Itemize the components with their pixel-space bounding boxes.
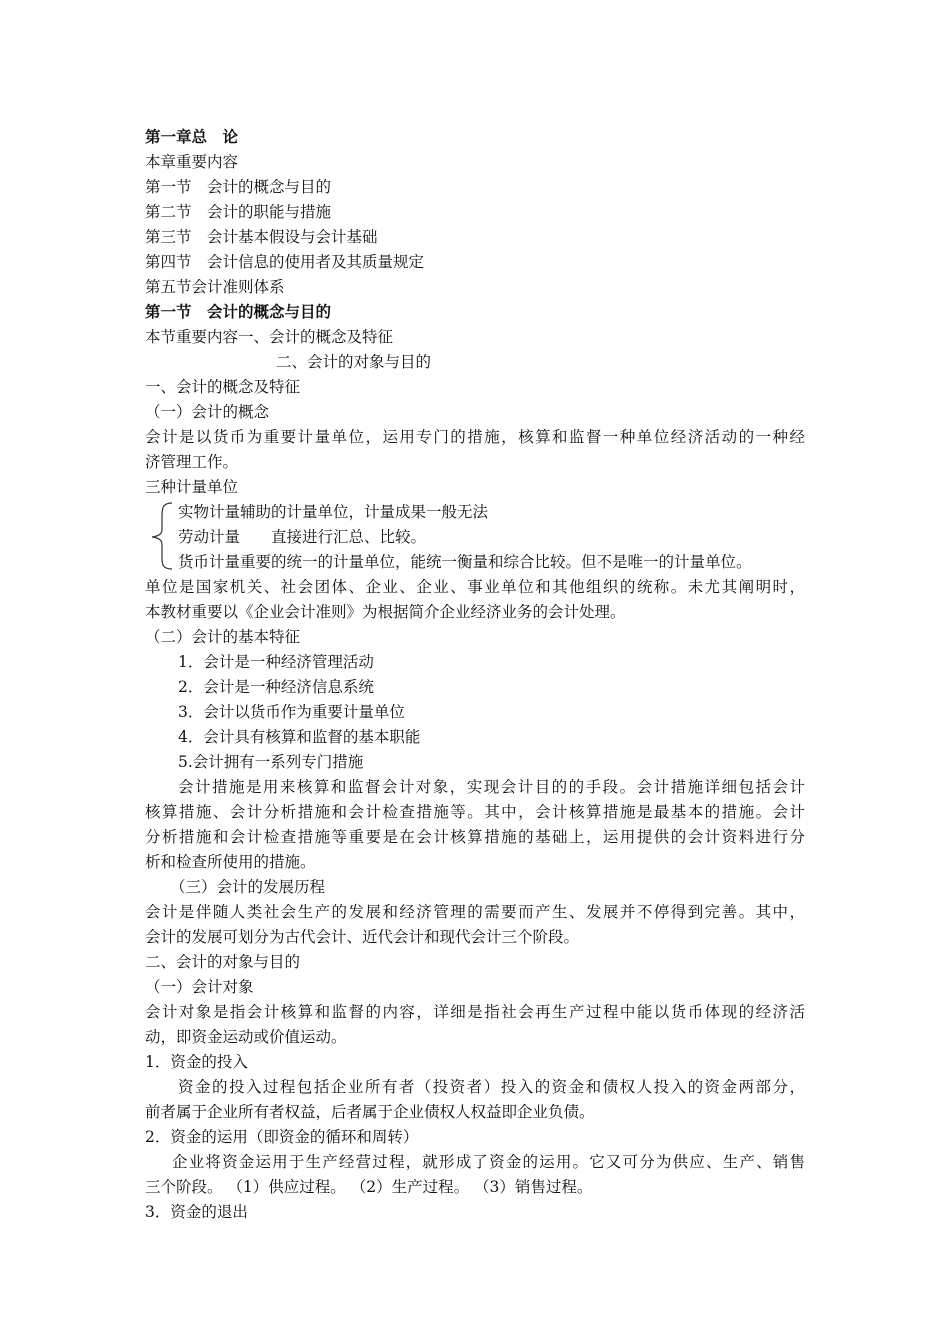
item-heading: 2．资金的运用（即资金的循环和周转） — [145, 1128, 419, 1146]
part-heading: 二、会计的对象与目的 — [145, 953, 301, 971]
brace-icon — [148, 501, 176, 571]
unit-item: 实物计量辅助的计量单位，计量成果一般无法 — [178, 503, 489, 521]
part-heading: 一、会计的概念及特征 — [145, 378, 301, 396]
paragraph-line: 会计措施是用来核算和监督会计对象，实现会计目的的手段。会计措施详细包括会计 — [178, 778, 805, 796]
section-title: 第一节 会计的概念与目的 — [145, 302, 332, 321]
paragraph-line: 济管理工作。 — [145, 453, 239, 471]
feature-item: 5.会计拥有一系列专门措施 — [178, 753, 364, 771]
item-heading: 1．资金的投入 — [145, 1053, 248, 1071]
feature-item: 4．会计具有核算和监督的基本职能 — [178, 728, 421, 746]
paragraph-line: 单位是国家机关、社会团体、企业、企业、事业单位和其他组织的统称。未尤其阐明时， — [145, 578, 805, 596]
paragraph-line: 会计的发展可划分为古代会计、近代会计和现代会计三个阶段。 — [145, 928, 580, 946]
paragraph-line: 会计是以货币为重要计量单位，运用专门的措施，核算和监督一种单位经济活动的一种经 — [145, 428, 805, 446]
paragraph-line: 析和检查所使用的措施。 — [145, 853, 316, 871]
section-summary: 二、会计的对象与目的 — [276, 353, 432, 371]
toc-item: 第四节 会计信息的使用者及其质量规定 — [145, 253, 425, 271]
toc-item: 第五节会计准则体系 — [145, 278, 285, 296]
paragraph-line: 企业将资金运用于生产经营过程，就形成了资金的运用。它又可分为供应、生产、销售 — [172, 1153, 805, 1171]
sub-heading: （二）会计的基本特征 — [145, 628, 301, 646]
toc-item: 第一节 会计的概念与目的 — [145, 178, 332, 196]
feature-item: 3．会计以货币作为重要计量单位 — [178, 703, 405, 721]
section-summary: 本节重要内容一、会计的概念及特征 — [145, 328, 394, 346]
paragraph-line: 分析措施和会计检查措施等重要是在会计核算措施的基础上，运用提供的会计资料进行分 — [145, 828, 805, 846]
units-heading: 三种计量单位 — [145, 478, 239, 496]
toc-item: 第三节 会计基本假设与会计基础 — [145, 228, 378, 246]
paragraph-line: 会计是伴随人类社会生产的发展和经济管理的需要而产生、发展并不停得到完善。其中， — [145, 903, 805, 921]
sub-heading: （一）会计的概念 — [145, 403, 270, 421]
sub-heading: （一）会计对象 — [145, 978, 254, 996]
paragraph-line: 会计对象是指会计核算和监督的内容，详细是指社会再生产过程中能以货币体现的经济活 — [145, 1003, 805, 1021]
unit-item: 劳动计量 直接进行汇总、比较。 — [178, 528, 427, 546]
sub-heading: （三）会计的发展历程 — [170, 878, 326, 896]
unit-item: 货币计量重要的统一的计量单位，能统一衡量和综合比较。但不是唯一的计量单位。 — [178, 553, 752, 571]
paragraph-line: 动，即资金运动或价值运动。 — [145, 1028, 347, 1046]
paragraph-line: 资金的投入过程包括企业所有者（投资者）投入的资金和债权人投入的资金两部分， — [178, 1078, 805, 1096]
chapter-title: 第一章总 论 — [145, 127, 239, 146]
feature-item: 1．会计是一种经济管理活动 — [178, 653, 374, 671]
paragraph-line: 三个阶段。 （1）供应过程。 （2）生产过程。 （3）销售过程。 — [145, 1178, 593, 1196]
feature-item: 2．会计是一种经济信息系统 — [178, 678, 374, 696]
toc-item: 第二节 会计的职能与措施 — [145, 203, 332, 221]
chapter-summary-label: 本章重要内容 — [145, 153, 239, 171]
item-heading: 3．资金的退出 — [145, 1203, 248, 1221]
paragraph-line: 前者属于企业所有者权益，后者属于企业债权人权益即企业负债。 — [145, 1103, 595, 1121]
paragraph-line: 本教材重要以《企业会计准则》为根据简介企业经济业务的会计处理。 — [145, 603, 626, 621]
paragraph-line: 核算措施、会计分析措施和会计检查措施等。其中，会计核算措施是最基本的措施。会计 — [145, 803, 805, 821]
